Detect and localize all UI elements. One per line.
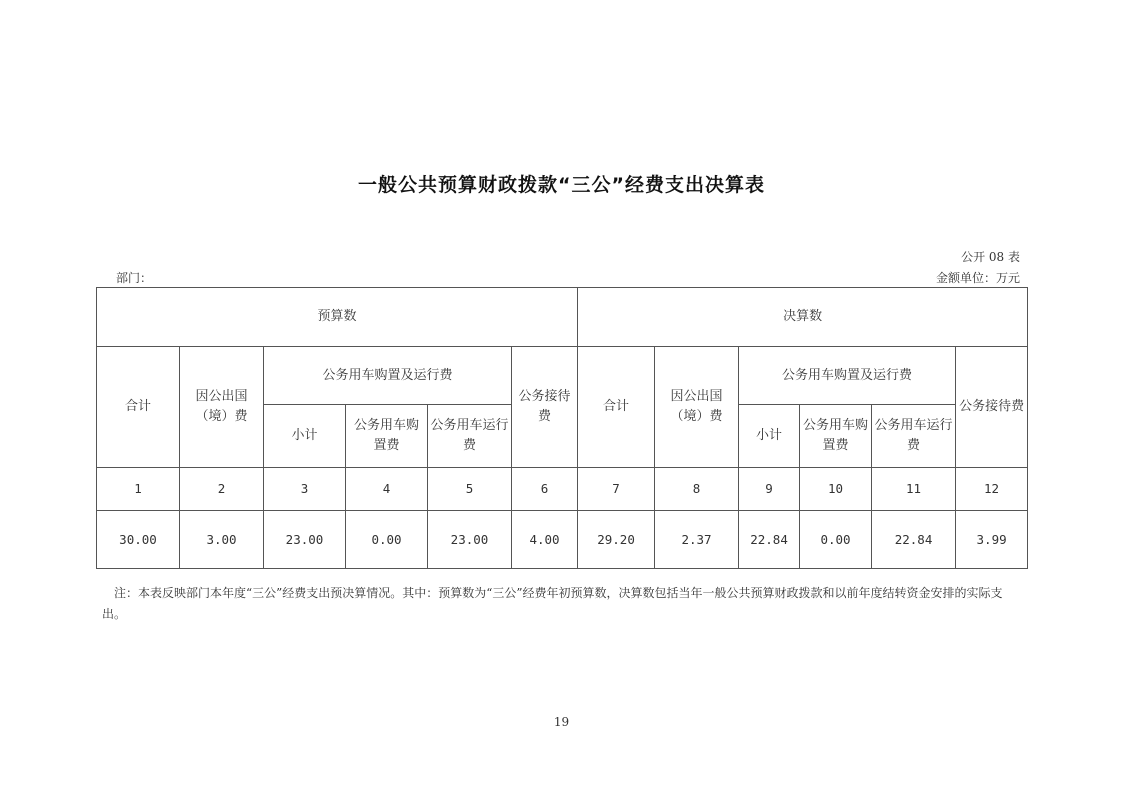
budget-vehicle-purchase-header: 公务用车购置费 [346,405,428,468]
budget-reception-header: 公务接待费 [512,347,578,468]
budget-abroad-header: 因公出国（境）费 [180,347,264,468]
value-cell: 23.00 [428,511,512,569]
footnote: 注：本表反映部门本年度“三公”经费支出预决算情况。其中：预算数为“三公”经费年初预算数，决算数包括当年一般公共预算财政拨款和以前年度结转资金安排的实际支出。 [102,586,1003,621]
column-number: 12 [956,468,1028,511]
value-cell: 0.00 [346,511,428,569]
column-number: 6 [512,468,578,511]
column-number: 3 [264,468,346,511]
department-label: 部门： [116,271,153,285]
column-number: 11 [872,468,956,511]
page-title: 一般公共预算财政拨款“三公”经费支出决算表 [358,174,765,196]
value-cell: 23.00 [264,511,346,569]
column-number: 10 [800,468,872,511]
final-header: 决算数 [578,288,1028,347]
value-cell: 3.99 [956,511,1028,569]
value-cell: 0.00 [800,511,872,569]
budget-subtotal-header: 小计 [264,405,346,468]
column-number: 1 [97,468,180,511]
column-number: 7 [578,468,655,511]
budget-vehicle-operation-header: 公务用车运行费 [428,405,512,468]
final-vehicle-operation-header: 公务用车运行费 [872,405,956,468]
page-number: 19 [553,715,570,729]
three-public-expenses-table [96,287,1028,569]
column-number: 4 [346,468,428,511]
column-number: 9 [739,468,800,511]
final-total-header: 合计 [578,347,655,468]
budget-header: 预算数 [97,288,578,347]
final-vehicle-header: 公务用车购置及运行费 [739,347,956,405]
unit-label: 金额单位：万元 [935,271,1020,285]
column-number: 8 [655,468,739,511]
value-cell: 29.20 [578,511,655,569]
final-reception-header: 公务接待费 [956,347,1028,468]
form-code: 公开 08 表 [961,250,1020,264]
value-cell: 22.84 [872,511,956,569]
value-cell: 2.37 [655,511,739,569]
budget-vehicle-header: 公务用车购置及运行费 [264,347,512,405]
budget-total-header: 合计 [97,347,180,468]
value-cell: 22.84 [739,511,800,569]
column-number: 5 [428,468,512,511]
value-cell: 4.00 [512,511,578,569]
column-number: 2 [180,468,264,511]
value-cell: 3.00 [180,511,264,569]
final-abroad-header: 因公出国（境）费 [655,347,739,468]
final-vehicle-purchase-header: 公务用车购置费 [800,405,872,468]
value-cell: 30.00 [97,511,180,569]
final-subtotal-header: 小计 [739,405,800,468]
